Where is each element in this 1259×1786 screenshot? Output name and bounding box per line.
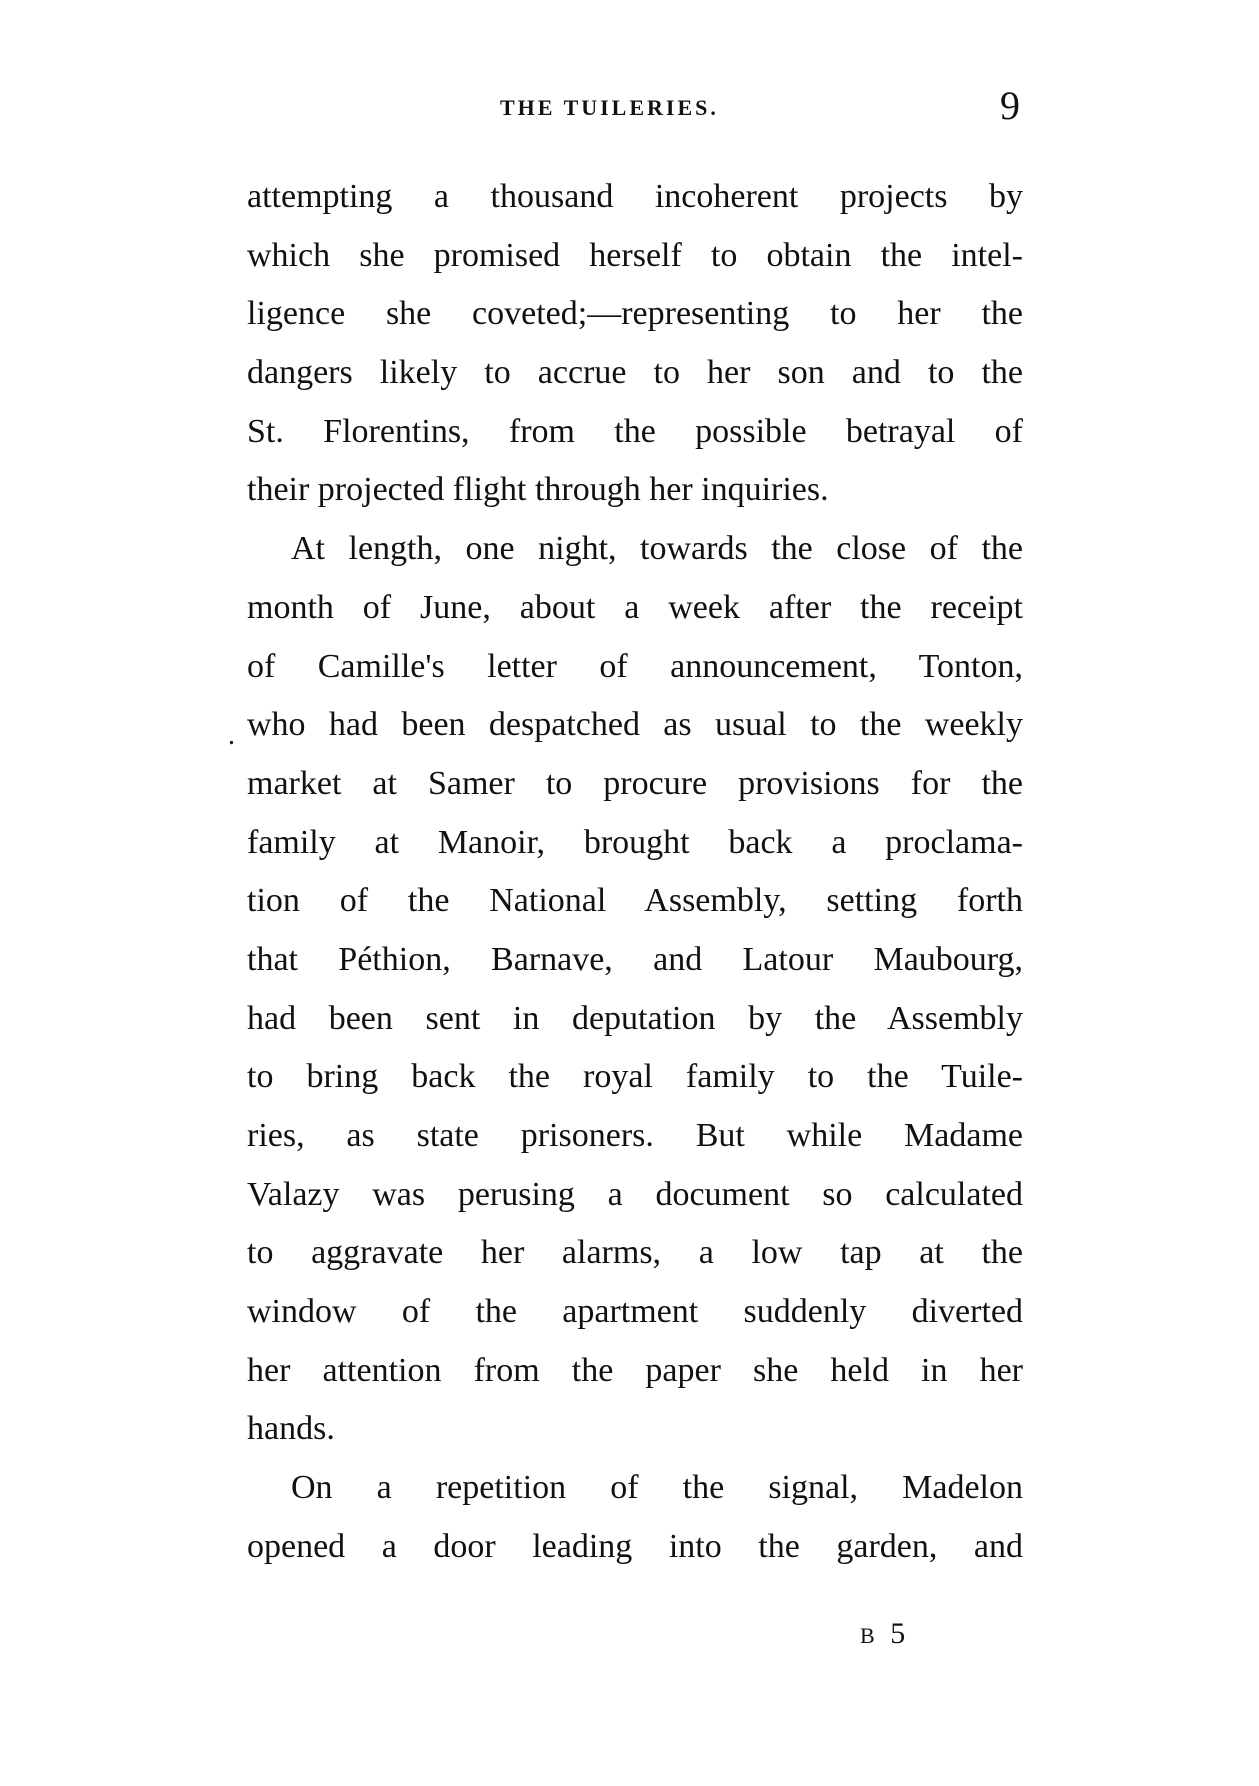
text-line: hands. bbox=[247, 1410, 335, 1448]
text-line: month of June, about a week after the receipt bbox=[247, 588, 1023, 626]
text-line: attempting a thousand incoherent projects by bbox=[247, 178, 1023, 215]
text-line: to bring back the royal family to the Tuile- bbox=[247, 1058, 1023, 1096]
paragraph-start-line: At length, one night, towards the close of the bbox=[291, 530, 1023, 568]
text-line: St. Florentins, from the possible betrayal of bbox=[247, 412, 1023, 450]
text-line: which she promised herself to obtain the intel- bbox=[247, 236, 1023, 274]
text-line: her attention from the paper she held in her bbox=[247, 1351, 1023, 1389]
signature-number: 5 bbox=[890, 1617, 910, 1650]
page-number: 9 bbox=[1000, 83, 1020, 128]
body-text bbox=[247, 168, 1023, 1577]
running-head: THE TUILERIES. bbox=[500, 95, 719, 120]
text-line: window of the apartment suddenly diverted bbox=[247, 1293, 1023, 1331]
text-line: opened a door leading into the garden, and bbox=[247, 1527, 1023, 1565]
text-line: who had been despatched as usual to the weekly bbox=[247, 706, 1023, 744]
signature-mark bbox=[860, 1617, 909, 1651]
stray-mark: . bbox=[228, 720, 235, 751]
text-line: to aggravate her alarms, a low tap at the bbox=[247, 1234, 1023, 1272]
text-line: of Camille's letter of announcement, Tonton, bbox=[247, 647, 1023, 685]
signature-letter: B bbox=[860, 1623, 879, 1648]
text-line: market at Samer to procure provisions for the bbox=[247, 764, 1023, 802]
text-line: ries, as state prisoners. But while Madame bbox=[247, 1117, 1023, 1154]
text-line: had been sent in deputation by the Assembly bbox=[247, 999, 1023, 1037]
text-line: Valazy was perusing a document so calculated bbox=[247, 1175, 1023, 1213]
paragraph-start-line: On a repetition of the signal, Madelon bbox=[291, 1469, 1023, 1507]
text-line: family at Manoir, brought back a proclama- bbox=[247, 823, 1023, 861]
text-line: their projected flight through her inquiries. bbox=[247, 471, 829, 509]
text-line: dangers likely to accrue to her son and to the bbox=[247, 354, 1023, 392]
text-line: ligence she coveted;—representing to her the bbox=[247, 295, 1023, 333]
text-line: tion of the National Assembly, setting forth bbox=[247, 882, 1023, 920]
text-line: that Péthion, Barnave, and Latour Maubourg, bbox=[247, 940, 1023, 978]
